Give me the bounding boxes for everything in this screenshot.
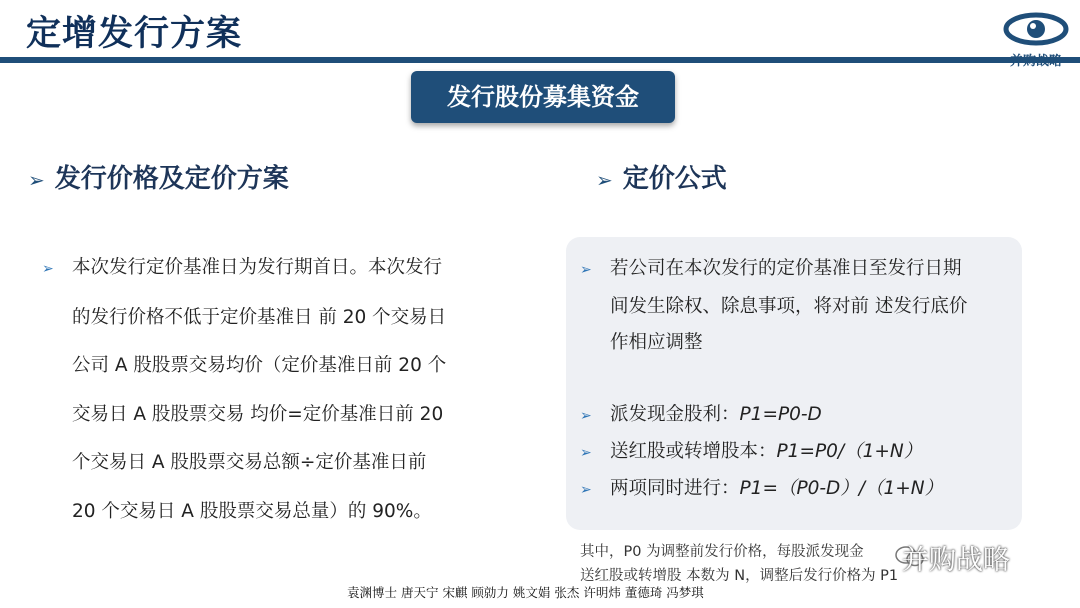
credits-line: 袁渊博士 唐天宁 宋麒 顾勍力 姚文娟 张杰 许明炜 董德琦 冯梦琪 (347, 585, 704, 600)
section-banner: 发行股份募集资金 (411, 71, 675, 123)
formula-note (580, 540, 898, 588)
formula-expression: P1=（P0-D）/（1+N） (739, 478, 944, 499)
right-heading (596, 158, 727, 195)
formula-expression: P1=P0-D (739, 404, 822, 425)
intro-text: 若公司在本次发行的定价基准日至发行日期 (610, 258, 962, 279)
bullet-icon: ➢ (580, 482, 592, 498)
left-heading-text: 发行价格及定价方案 (54, 164, 289, 194)
bullet-icon: ➢ (580, 408, 592, 424)
right-heading-text: 定价公式 (622, 164, 727, 194)
paragraph-line: 个交易日 A 股股票交易总额÷定价基准日前 (72, 452, 427, 473)
panel-intro-line: 作相应调整 (610, 332, 703, 353)
left-heading (28, 158, 289, 195)
panel-intro-line: 间发生除权、除息事项，将对前 述发行底价 (610, 296, 968, 317)
formula-item (580, 400, 822, 426)
paragraph-line: 本次发行定价基准日为发行期首日。本次发行 (72, 257, 443, 278)
bullet-icon: ➢ (580, 262, 592, 278)
note-line: 送红股或转增股 本数为 N，调整后发行价格为 P1 (580, 568, 899, 584)
eye-icon (998, 10, 1074, 50)
arrow-bullet-icon: ➢ (28, 168, 45, 192)
pricing-paragraph (42, 244, 492, 536)
formula-item (580, 437, 922, 463)
formula-label: 派发现金股利： (610, 404, 740, 425)
formula-label: 送红股或转增股本： (610, 441, 777, 462)
bullet-icon: ➢ (42, 261, 54, 277)
panel-intro-line (580, 254, 962, 280)
paragraph-line: 公司 A 股股票交易均价（定价基准日前 20 个 (72, 355, 447, 376)
arrow-bullet-icon: ➢ (596, 168, 613, 192)
brand-logo (998, 10, 1074, 70)
logo-text: 并购战略 (1009, 54, 1062, 69)
page-title: 定增发行方案 (26, 14, 243, 54)
bullet-icon: ➢ (580, 445, 592, 461)
formula-item (580, 474, 943, 500)
formula-label: 两项同时进行： (610, 478, 740, 499)
watermark-text: 并购战略 (902, 545, 1010, 576)
paragraph-line: 20 个交易日 A 股股票交易总量）的 90%。 (72, 500, 432, 522)
paragraph-line: 交易日 A 股股票交易 均价=定价基准日前 20 (72, 403, 444, 425)
title-underline (0, 57, 1080, 63)
note-line: 其中，P0 为调整前发行价格，每股派发现金 (580, 544, 864, 560)
paragraph-line: 的发行价格不低于定价基准日 前 20 个交易日 (72, 306, 447, 328)
formula-expression: P1=P0/（1+N） (776, 441, 923, 462)
